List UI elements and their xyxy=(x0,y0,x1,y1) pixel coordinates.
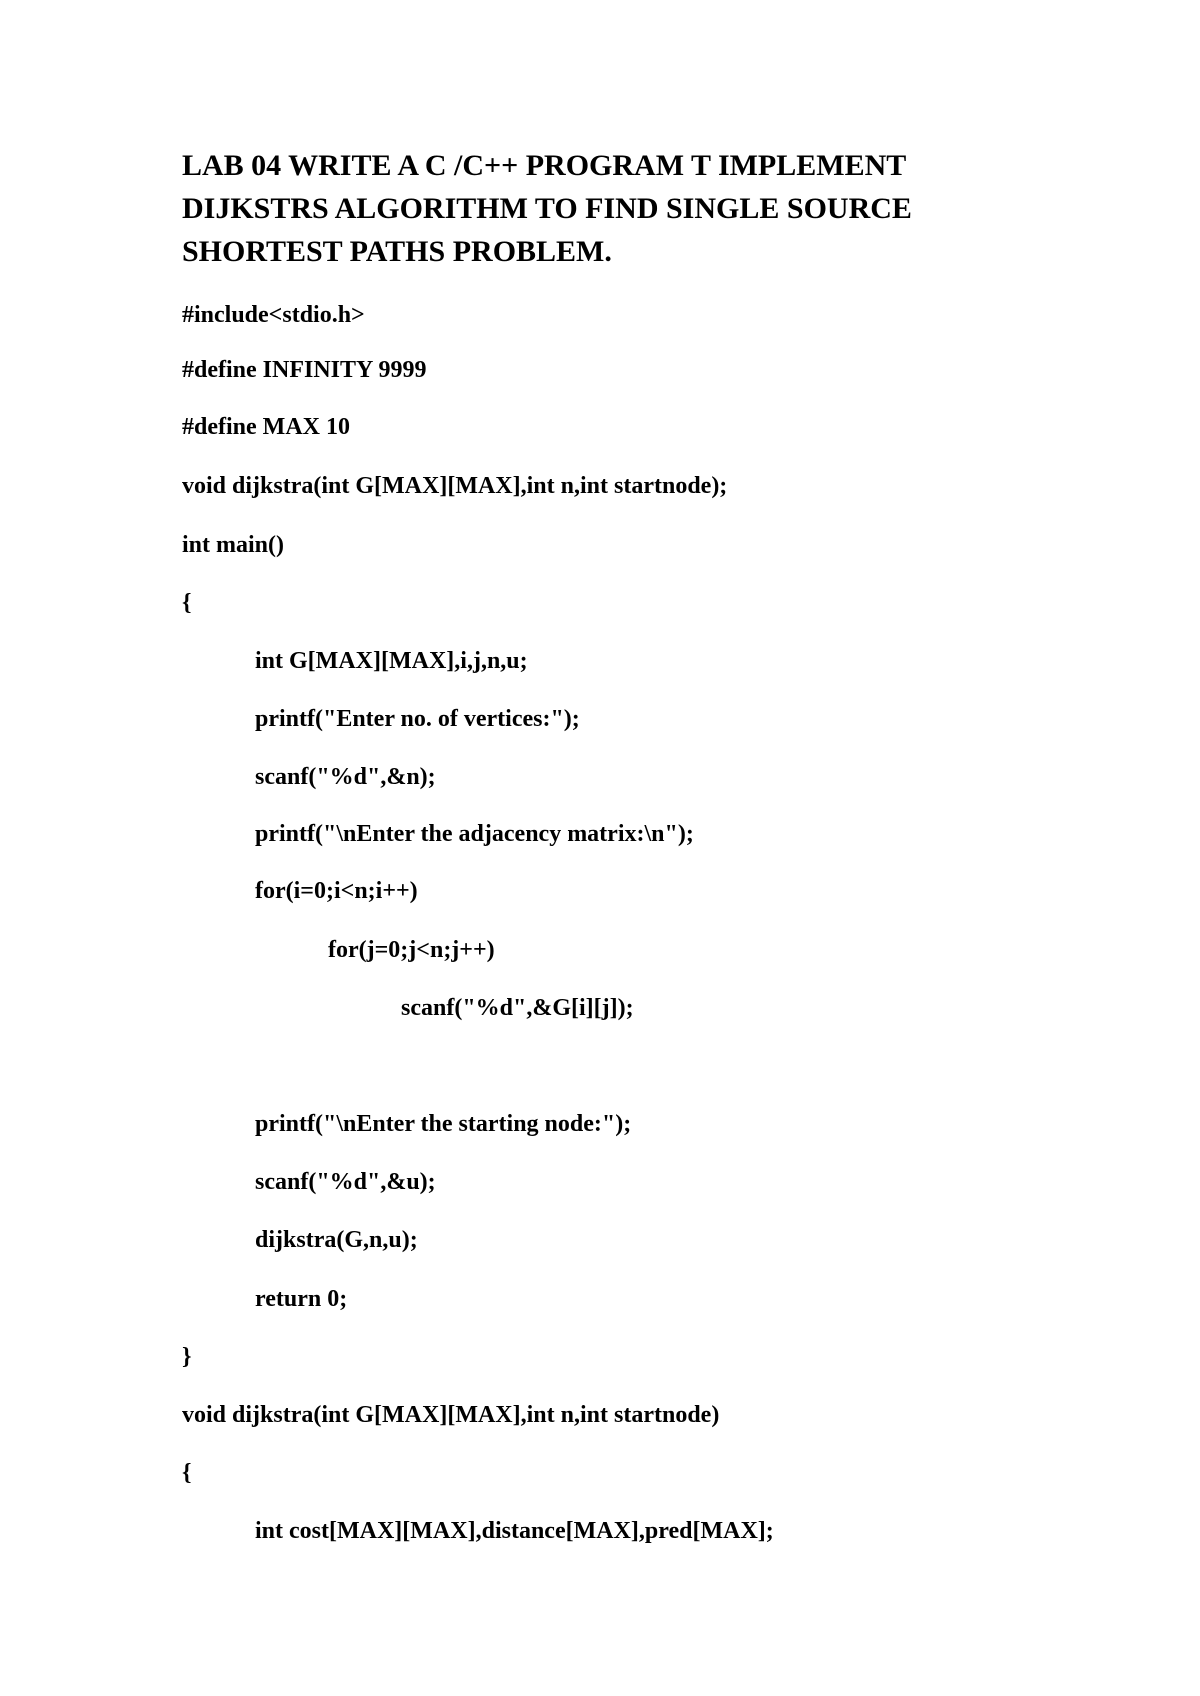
code-line: #define MAX 10 xyxy=(182,414,350,440)
heading-line: DIJKSTRS ALGORITHM TO FIND SINGLE SOURCE xyxy=(182,192,912,225)
code-line: return 0; xyxy=(255,1286,348,1312)
code-line: int main() xyxy=(182,532,284,558)
code-line: printf("Enter no. of vertices:"); xyxy=(255,706,580,732)
code-line: scanf("%d",&n); xyxy=(255,764,436,790)
code-line: void dijkstra(int G[MAX][MAX],int n,int startnode) xyxy=(182,1402,720,1428)
code-line: dijkstra(G,n,u); xyxy=(255,1227,418,1253)
code-line: int G[MAX][MAX],i,j,n,u; xyxy=(255,648,528,674)
code-line: scanf("%d",&G[i][j]); xyxy=(401,995,634,1021)
code-line: for(i=0;i<n;i++) xyxy=(255,878,418,904)
code-line: #define INFINITY 9999 xyxy=(182,357,427,383)
code-line: { xyxy=(182,1460,192,1486)
heading-line: LAB 04 WRITE A C /C++ PROGRAM T IMPLEMENT xyxy=(182,149,907,182)
code-line: { xyxy=(182,590,192,616)
code-line: for(j=0;j<n;j++) xyxy=(328,937,495,963)
code-line: } xyxy=(182,1344,192,1370)
code-line: int cost[MAX][MAX],distance[MAX],pred[MAX]; xyxy=(255,1518,774,1544)
code-line: #include<stdio.h> xyxy=(182,302,365,328)
code-line: void dijkstra(int G[MAX][MAX],int n,int startnode); xyxy=(182,473,728,499)
code-line: scanf("%d",&u); xyxy=(255,1169,436,1195)
code-line: printf("\nEnter the starting node:"); xyxy=(255,1111,632,1137)
code-line: printf("\nEnter the adjacency matrix:\n"); xyxy=(255,821,694,847)
heading-line: SHORTEST PATHS PROBLEM. xyxy=(182,235,612,268)
